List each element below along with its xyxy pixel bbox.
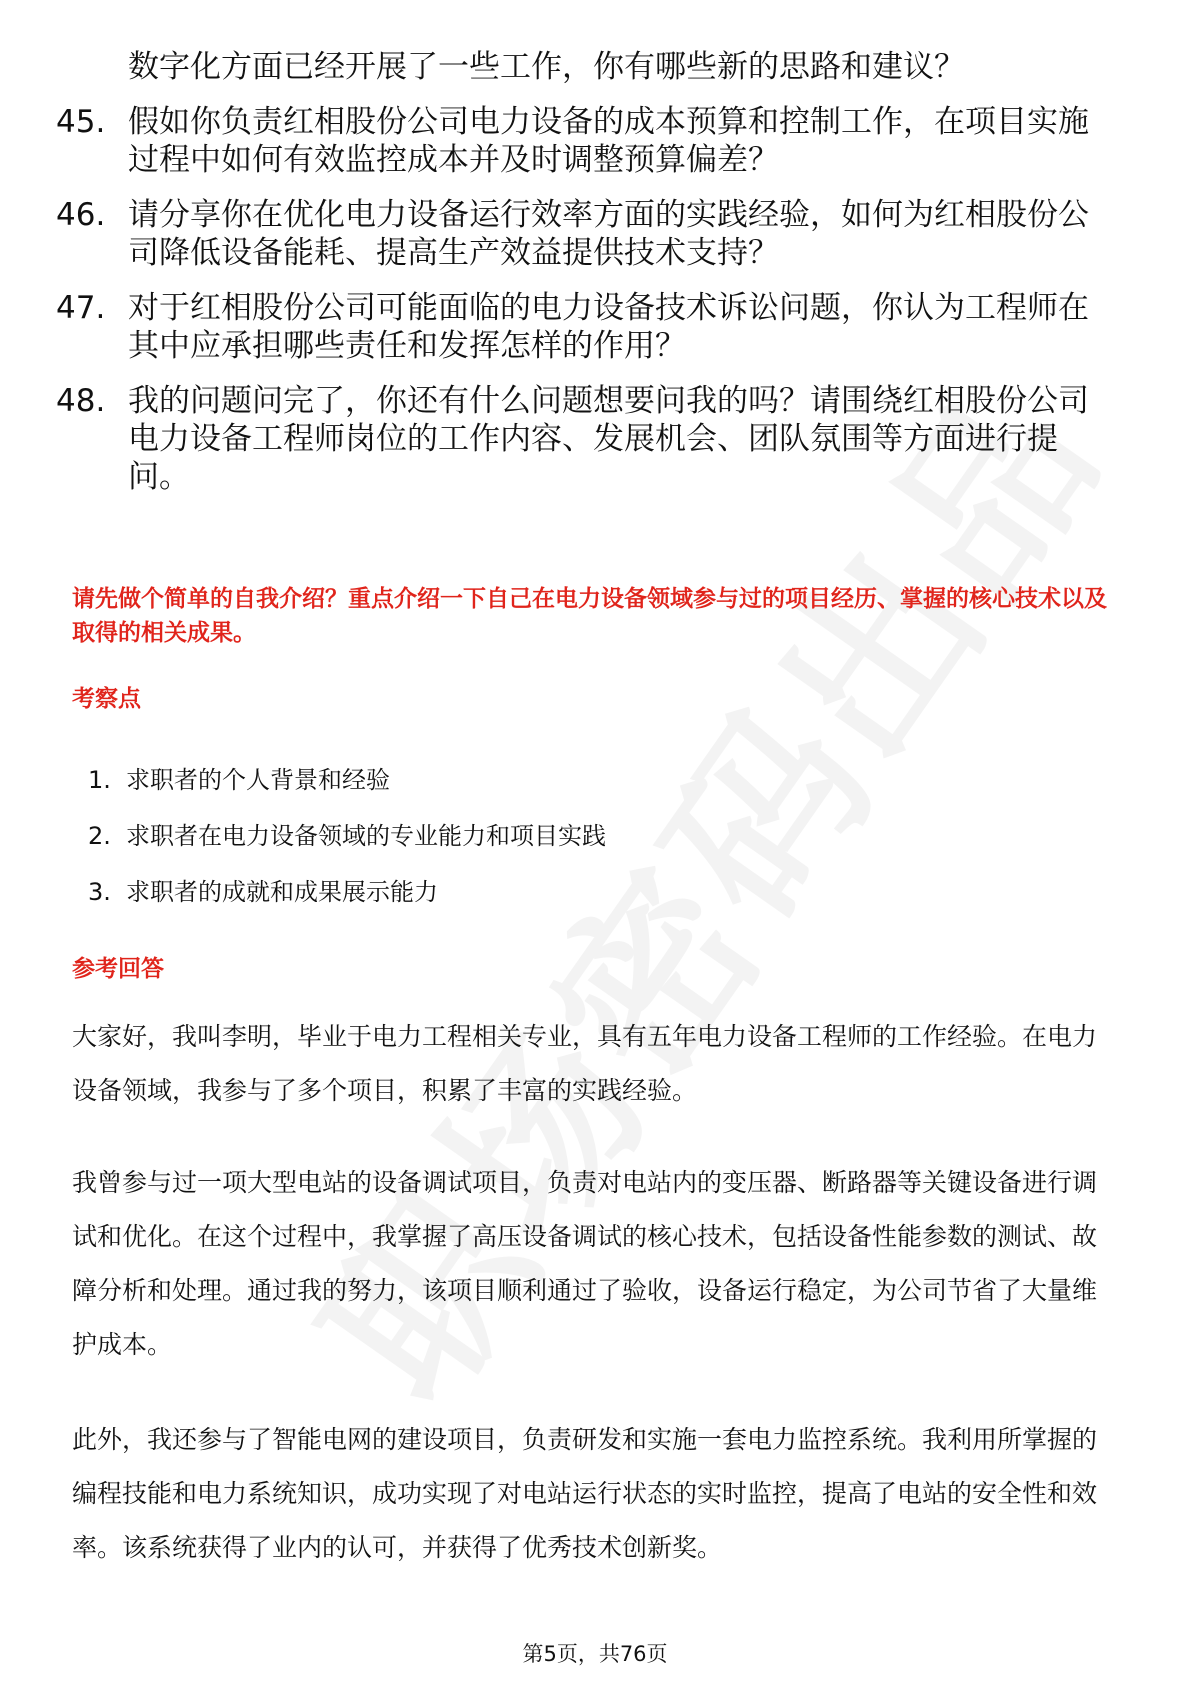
answer-paragraph: 大家好，我叫李明，毕业于电力工程相关专业，具有五年电力设备工程师的工作经验。在电力设备领域，我参与了多个项目，积累了丰富的实践经验。 [72, 1022, 1098, 1105]
question-item [56, 289, 1116, 365]
question-number: 47. [56, 290, 106, 326]
question-item [56, 103, 1116, 179]
answer-paragraph: 此外，我还参与了智能电网的建设项目，负责研发和实施一套电力监控系统。我利用所掌握的编程技能和电力系统知识，成功实现了对电站运行状态的实时监控，提高了电站的安全性和效率。该系统获得了业内的认可，并获得了优秀技术创新奖。 [72, 1425, 1098, 1562]
question-item [56, 196, 1116, 272]
question-text: 我的问题问完了，你还有什么问题想要问我的吗？请围绕红相股份公司电力设备工程师岗位的工作内容、发展机会、团队氛围等方面进行提问。 [128, 383, 1089, 495]
question-text: 数字化方面已经开展了一些工作，你有哪些新的思路和建议？ [128, 49, 965, 85]
answer-title: 参考回答 [72, 956, 164, 982]
exam-points-list [88, 752, 988, 920]
question-number: 45. [56, 104, 106, 140]
question-number: 48. [56, 383, 106, 419]
question-item [56, 382, 1116, 496]
question-number: 46. [56, 197, 106, 233]
page-footer: 第5页，共76页 [522, 1642, 668, 1666]
exam-point-text: 求职者的个人背景和经验 [126, 766, 390, 794]
question-text: 对于红相股份公司可能面临的电力设备技术诉讼问题，你认为工程师在其中应承担哪些责任和发挥怎样的作用？ [128, 290, 1089, 364]
exam-point-item [88, 808, 988, 864]
question-text: 请分享你在优化电力设备运行效率方面的实践经验，如何为红相股份公司降低设备能耗、提高生产效益提供技术支持？ [128, 197, 1089, 271]
exam-point-text: 求职者在电力设备领域的专业能力和项目实践 [126, 822, 606, 850]
question-list [56, 48, 1116, 513]
question-item [56, 48, 1116, 86]
answer-paragraph: 我曾参与过一项大型电站的设备调试项目，负责对电站内的变压器、断路器等关键设备进行调试和优化。在这个过程中，我掌握了高压设备调试的核心技术，包括设备性能参数的测试、故障分析和处理。通过我的努力，该项目顺利通过了验收，设备运行稳定，为公司节省了大量维护成本。 [72, 1168, 1098, 1359]
exam-points-title: 考察点 [72, 686, 141, 712]
exam-point-number: 3. [88, 878, 111, 906]
exam-point-text: 求职者的成就和成果展示能力 [126, 878, 438, 906]
question-text: 假如你负责红相股份公司电力设备的成本预算和控制工作，在项目实施过程中如何有效监控成本并及时调整预算偏差？ [128, 104, 1089, 178]
exam-point-number: 1. [88, 766, 111, 794]
exam-point-item [88, 864, 988, 920]
highlight-question: 请先做个简单的自我介绍？重点介绍一下自己在电力设备领域参与过的项目经历、掌握的核心技术以及取得的相关成果。 [72, 586, 1107, 646]
exam-point-item [88, 752, 988, 808]
exam-point-number: 2. [88, 822, 111, 850]
